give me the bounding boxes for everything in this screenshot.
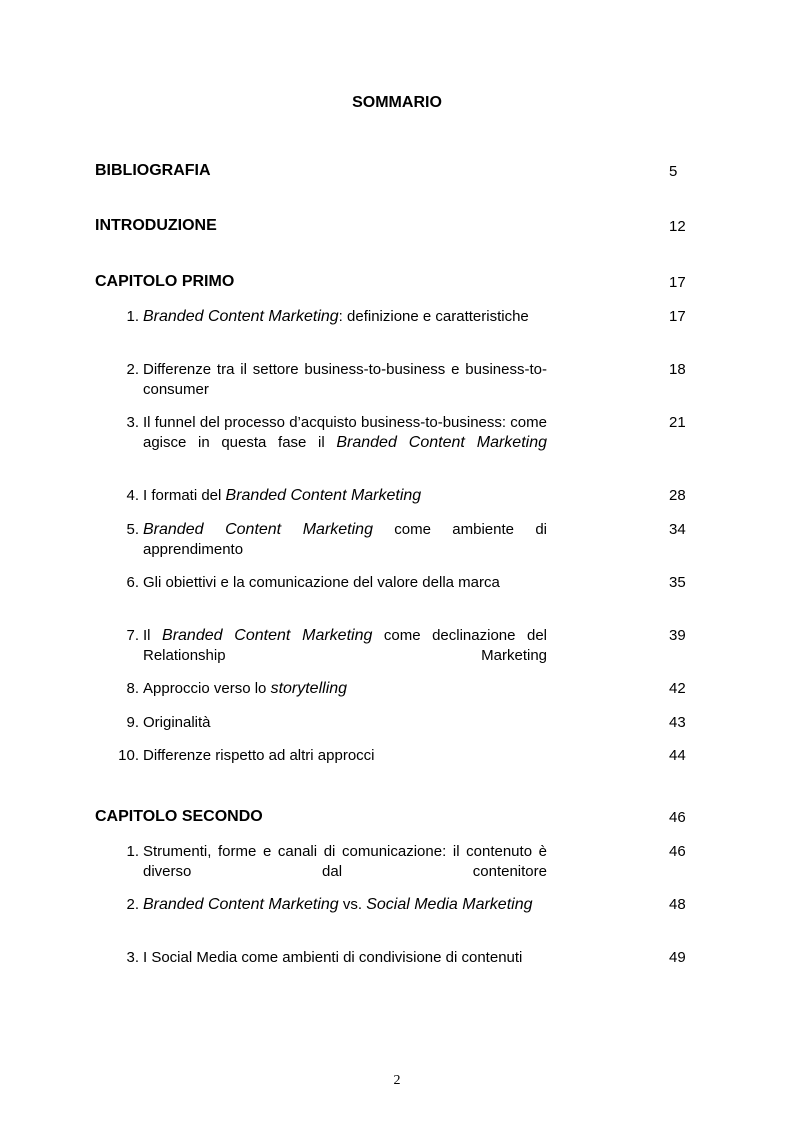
toc-entry-page-number: 49 — [669, 949, 686, 966]
toc-entry-italic-text: Branded Content Marketing — [143, 896, 339, 913]
toc-entry-number: 2. — [126, 361, 139, 378]
toc-entry — [111, 895, 547, 915]
toc-entry-italic-text: Branded Content Marketing — [162, 627, 373, 644]
page-number-capitolo-secondo: 46 — [669, 809, 686, 826]
toc-entry-italic-text: Social Media Marketing — [366, 896, 533, 913]
toc-entry-page-number: 28 — [669, 487, 686, 504]
toc-entry-title — [143, 713, 547, 733]
toc-entry-title — [143, 948, 547, 968]
toc-entry-page-number: 44 — [669, 747, 686, 764]
page-title: SOMMARIO — [352, 94, 442, 111]
toc-entry-text: Gli obiettivi e la comunicazione del valore della marca — [143, 574, 500, 591]
toc-entry — [111, 948, 547, 968]
toc-entry-text: Strumenti, forme e canali di comunicazione: il contenuto è diverso dal contenitore — [143, 843, 547, 880]
toc-entry — [111, 413, 547, 453]
toc-entry-italic-text: Branded Content Marketing — [143, 521, 373, 538]
toc-entry-text: come declinazione del Relationship Marketing — [143, 627, 547, 664]
section-capitolo-secondo: CAPITOLO SECONDO — [95, 808, 263, 825]
toc-entry-title — [143, 360, 547, 400]
toc-entry-text: Differenze tra il settore business-to-business e business-to-consumer — [143, 361, 547, 398]
section-introduzione: INTRODUZIONE — [95, 217, 217, 234]
toc-entry — [111, 360, 547, 400]
toc-entry-number: 1. — [126, 843, 139, 860]
toc-entry-title — [143, 895, 547, 915]
toc-entry-page-number: 48 — [669, 896, 686, 913]
toc-entry-page-number: 18 — [669, 361, 686, 378]
toc-entry-page-number: 46 — [669, 843, 686, 860]
toc-entry-italic-text: Branded Content Marketing — [143, 308, 339, 325]
toc-entry-text: I Social Media come ambienti di condivisione di contenuti — [143, 949, 523, 966]
toc-entry-title — [143, 413, 547, 453]
toc-entry-text: come ambiente di apprendimento — [143, 521, 547, 558]
page-number-introduzione: 12 — [669, 218, 686, 235]
folio-page-number: 2 — [393, 1073, 401, 1088]
toc-entry-italic-text: storytelling — [270, 680, 348, 697]
toc-entry-number: 3. — [126, 949, 139, 966]
toc-entry-text: Il funnel del processo d’acquisto business-to-business: come agisce in questa fase il — [143, 414, 547, 451]
toc-entry-title — [143, 573, 547, 593]
toc-entry-text: vs. — [338, 896, 367, 913]
toc-entry-number: 6. — [126, 574, 139, 591]
toc-entry — [111, 520, 547, 560]
toc-entry-title — [143, 679, 547, 699]
toc-entry — [111, 486, 547, 506]
toc-entry — [111, 679, 547, 699]
toc-entry-page-number: 43 — [669, 714, 686, 731]
toc-entry — [111, 573, 547, 593]
toc-entry-page-number: 34 — [669, 521, 686, 538]
toc-entry-title — [143, 842, 547, 882]
toc-entry-italic-text: Branded Content Marketing — [225, 487, 422, 504]
toc-entry-text: Il — [143, 627, 163, 644]
toc-entry-page-number: 42 — [669, 680, 686, 697]
toc-entry-number: 1. — [126, 308, 139, 325]
toc-entry-page-number: 39 — [669, 627, 686, 644]
toc-entry — [111, 842, 547, 882]
toc-entry — [111, 746, 547, 766]
page-number-capitolo-primo: 17 — [669, 274, 686, 291]
toc-entry-page-number: 21 — [669, 414, 686, 431]
toc-entry — [111, 307, 547, 327]
toc-entry-page-number: 35 — [669, 574, 686, 591]
toc-entry-text: Differenze rispetto ad altri approcci — [143, 747, 375, 764]
toc-entry-page-number: 17 — [669, 308, 686, 325]
section-bibliografia: BIBLIOGRAFIA — [95, 162, 211, 179]
toc-entry-number: 10. — [118, 747, 139, 764]
toc-entry-number: 4. — [126, 487, 139, 504]
toc-entry-title — [143, 307, 547, 327]
toc-entry — [111, 626, 547, 666]
toc-entry-number: 5. — [126, 521, 139, 538]
toc-entry-title — [143, 486, 547, 506]
section-capitolo-primo: CAPITOLO PRIMO — [95, 273, 235, 290]
page-number-bibliografia: 5 — [669, 163, 678, 180]
toc-entry — [111, 713, 547, 733]
toc-entry-text: Approccio verso lo — [143, 680, 271, 697]
toc-entry-text: Originalità — [143, 714, 211, 731]
toc-entry-title — [143, 746, 547, 766]
toc-entry-italic-text: Branded Content Marketing — [336, 434, 547, 451]
toc-entry-text: I formati del — [143, 487, 226, 504]
toc-entry-number: 2. — [126, 896, 139, 913]
toc-entry-title — [143, 520, 547, 560]
toc-entry-title — [143, 626, 547, 666]
toc-entry-number: 3. — [126, 414, 139, 431]
toc-entry-text: : definizione e caratteristiche — [338, 308, 529, 325]
toc-entry-number: 9. — [126, 714, 139, 731]
toc-entry-number: 8. — [126, 680, 139, 697]
toc-entry-number: 7. — [126, 627, 139, 644]
